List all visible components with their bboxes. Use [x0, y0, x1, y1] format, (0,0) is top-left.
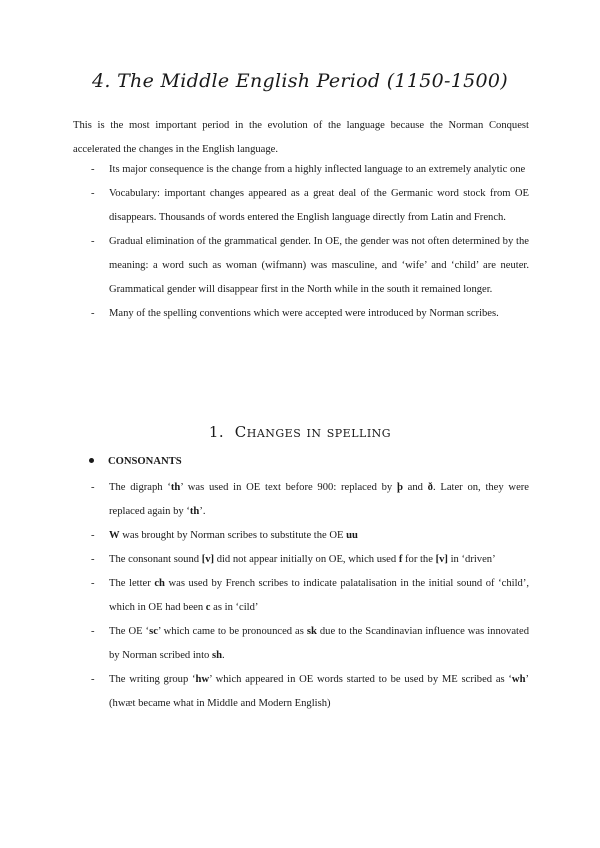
bullet-dot-icon	[89, 458, 94, 463]
consonants-list	[73, 476, 529, 716]
section-title: Changes in spelling	[234, 423, 392, 441]
dash-marker: -	[91, 236, 95, 247]
dash-marker: -	[91, 164, 95, 175]
list-item: - The writing group ‘hw’ which appeared in OE words started to be used by ME scribed as ‘wh’ (hwæt became what in Middle and Modern English)	[73, 668, 529, 716]
list-item: - W was brought by Norman scribes to substitute the OE uu	[73, 524, 529, 548]
intro-paragraph: This is the most important period in the evolution of the language because the Norman Conquest accelerated the changes in the English language.	[73, 120, 529, 155]
list-item: - The letter ch was used by French scribes to indicate palatalisation in the initial sound of ‘child’, which in OE had been c as in ‘cild’	[73, 572, 529, 620]
list-item: - Many of the spelling conventions which were accepted were introduced by Norman scribes.	[73, 302, 529, 326]
list-item: - Gradual elimination of the grammatical gender. In OE, the gender was not often determined by the meaning: a word such as woman (wifmann) was masculine, and ‘wife’ and ‘child’ are neuter. Grammatical gender will disappear first in the North while in the south it remained longer.	[73, 230, 529, 302]
section-heading	[0, 423, 600, 441]
dash-marker: -	[91, 308, 95, 319]
list-item: - Its major consequence is the change from a highly inflected language to an extremely analytic one	[73, 158, 529, 182]
subheading: CONSONANTS	[89, 456, 182, 467]
dash-marker: -	[91, 188, 95, 199]
dash-marker: -	[91, 626, 95, 637]
section-number: 1.	[208, 423, 225, 441]
dash-marker: -	[91, 530, 95, 541]
page-title: 4. The Middle English Period (1150-1500)	[92, 70, 508, 92]
dash-marker: -	[91, 482, 95, 493]
key-points-list	[73, 158, 529, 326]
dash-marker: -	[91, 578, 95, 589]
dash-marker: -	[91, 674, 95, 685]
list-item: - The consonant sound [v] did not appear initially on OE, which used f for the [v] in ‘driven’	[73, 548, 529, 572]
dash-marker: -	[91, 554, 95, 565]
list-item: - The digraph ‘th’ was used in OE text before 900: replaced by þ and ð. Later on, they were replaced again by ‘th’.	[73, 476, 529, 524]
list-item: - Vocabulary: important changes appeared as a great deal of the Germanic word stock from OE disappears. Thousands of words entered the English language directly from Latin and French.	[73, 182, 529, 230]
list-item: - The OE ‘sc’ which came to be pronounced as sk due to the Scandinavian influence was innovated by Norman scribed into sh.	[73, 620, 529, 668]
